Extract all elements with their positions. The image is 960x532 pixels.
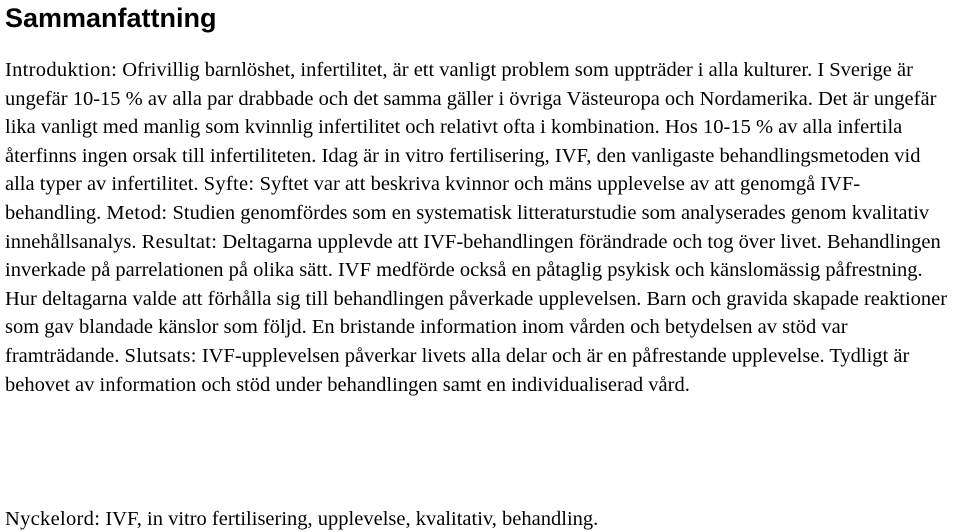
method-label: Metod:: [106, 201, 168, 224]
keywords-line: [5, 506, 598, 532]
introduction-label: Introduktion:: [5, 59, 118, 81]
method-text: Studien genomfördes som en systematisk litteraturstudie som analyserades genom kvalitativ innehållsanalys.: [5, 201, 930, 253]
conclusions-label: Slutsats:: [124, 344, 197, 367]
page-title: Sammanfattning: [5, 3, 217, 33]
keywords-text: IVF, in vitro fertilisering, upplevelse, kvalitativ, behandling.: [100, 508, 599, 530]
aim-text: Syftet var att beskriva kvinnor och mäns upplevelse av att genomgå IVF-behandling.: [5, 173, 861, 224]
keywords-label: Nyckelord:: [5, 508, 101, 530]
document-page: [5, 0, 955, 530]
aim-label: Syfte:: [203, 173, 255, 196]
results-text: Deltagarna upplevde att IVF-behandlingen förändrade och tog över livet. Behandlingen inverkade på parrelationen på olika sätt. IVF medförde också en påtaglig psykisk och känslomässig påfrestning. Hur deltagarna valde att förhålla sig till behandlingen påverkade upplevelsen. Barn och gravida skapade reaktioner som gav blandade känslor som följd. En bristande information inom vården och betydelsen av stöd var framträdande.: [5, 230, 948, 367]
abstract-paragraph: [5, 56, 955, 399]
conclusions-text: IVF-upplevelsen påverkar livets alla delar och är en påfrestande upplevelse. Tydligt är behovet av information och stöd under behandlingen samt en individualiserad vård.: [5, 344, 910, 396]
results-label: Resultat:: [141, 230, 218, 253]
introduction-text: Ofrivillig barnlöshet, infertilitet, är ett vanligt problem som uppträder i alla kulturer. I Sverige är ungefär 10-15 % av alla par drabbade och det samma gäller i övriga Västeuropa och Nordamerika. Det är ungefär lika vanligt med manlig som kvinnlig infertilitet och relativt ofta i kombination. Hos 10-15 % av alla infertila återfinns ingen orsak till infertiliteten. Idag är in vitro fertilisering, IVF, den vanligaste behandlingsmetoden vid alla typer av infertilitet.: [5, 59, 937, 196]
